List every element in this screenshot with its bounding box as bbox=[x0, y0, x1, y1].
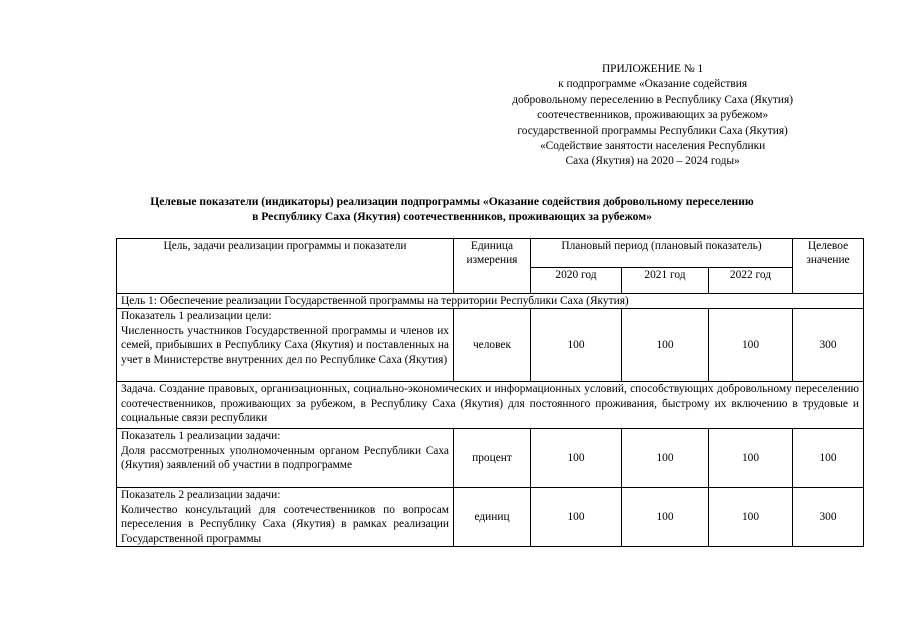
indicator-3-unit: единиц bbox=[454, 488, 531, 547]
indicator-1-unit: человек bbox=[454, 309, 531, 382]
indicator-2-2022: 100 bbox=[709, 429, 793, 488]
table-row bbox=[117, 309, 864, 382]
indicators-table bbox=[116, 238, 864, 547]
indicator-2-unit: процент bbox=[454, 429, 531, 488]
header-period: Плановый период (плановый показатель) bbox=[531, 239, 793, 268]
indicator-3-2021: 100 bbox=[622, 488, 709, 547]
task-row: Задача. Создание правовых, организационных, социально-экономических и информационных условий, способствующих добровольному переселению соотечественников, проживающих за рубежом, в Республику Саха (Якутия) для постоянного проживания, быстрому их включению в трудовые и социальные связи республики bbox=[117, 382, 864, 429]
appendix-line: «Содействие занятости населения Республики bbox=[539, 140, 766, 153]
indicator-2-2020: 100 bbox=[531, 429, 622, 488]
header-goal: Цель, задачи реализации программы и показатели bbox=[117, 239, 454, 294]
indicator-2-text: Доля рассмотренных уполномоченным органом Республики Саха (Якутия) заявлений об участии в подпрограмме bbox=[121, 444, 449, 472]
indicator-1-2021: 100 bbox=[622, 309, 709, 382]
indicator-2-cell bbox=[117, 429, 454, 488]
indicator-1-2020: 100 bbox=[531, 309, 622, 382]
indicator-1-label: Показатель 1 реализации цели: bbox=[121, 310, 272, 323]
title-line-2: в Республику Саха (Якутия) соотечественников, проживающих за рубежом» bbox=[252, 209, 652, 223]
indicator-1-2022: 100 bbox=[709, 309, 793, 382]
indicator-1-target: 300 bbox=[793, 309, 864, 382]
indicator-3-text: Количество консультаций для соотечественников по вопросам переселения в Республику Саха (Якутия) в рамках реализации Государственной программы bbox=[121, 503, 449, 545]
appendix-line: добровольному переселению в Республику Саха (Якутия) bbox=[512, 93, 793, 106]
table-row bbox=[117, 488, 864, 547]
indicator-1-cell bbox=[117, 309, 454, 382]
appendix-header bbox=[512, 62, 793, 170]
header-year-2022: 2022 год bbox=[709, 268, 793, 294]
indicator-2-label: Показатель 1 реализации задачи: bbox=[121, 430, 281, 443]
header-year-2021: 2021 год bbox=[622, 268, 709, 294]
indicator-3-2022: 100 bbox=[709, 488, 793, 547]
header-target: Целевое значение bbox=[793, 239, 864, 294]
indicator-3-2020: 100 bbox=[531, 488, 622, 547]
document-title bbox=[92, 195, 812, 224]
header-year-2020: 2020 год bbox=[531, 268, 622, 294]
appendix-line: Саха (Якутия) на 2020 – 2024 годы» bbox=[565, 155, 740, 168]
table-row bbox=[117, 429, 864, 488]
indicator-2-target: 100 bbox=[793, 429, 864, 488]
title-line-1: Целевые показатели (индикаторы) реализации подпрограммы «Оказание содействия добровольному переселению bbox=[150, 195, 754, 208]
appendix-line: государственной программы Республики Саха (Якутия) bbox=[517, 124, 788, 137]
appendix-line: к подпрограмме «Оказание содействия bbox=[558, 78, 748, 91]
indicator-1-text: Численность участников Государственной программы и членов их семей, прибывших в Республику Саха (Якутия) и поставленных на учет в Министерстве внутренних дел по Республике Саха (Якутия) bbox=[121, 324, 449, 366]
goal-row: Цель 1: Обеспечение реализации Государственной программы на территории Республики Саха (Якутия) bbox=[117, 294, 864, 309]
appendix-line: соотечественников, проживающих за рубежом» bbox=[537, 109, 769, 122]
indicator-2-2021: 100 bbox=[622, 429, 709, 488]
indicator-3-label: Показатель 2 реализации задачи: bbox=[121, 489, 281, 502]
indicator-3-cell bbox=[117, 488, 454, 547]
appendix-line: ПРИЛОЖЕНИЕ № 1 bbox=[601, 63, 704, 75]
indicator-3-target: 300 bbox=[793, 488, 864, 547]
header-unit: Единица измерения bbox=[454, 239, 531, 294]
